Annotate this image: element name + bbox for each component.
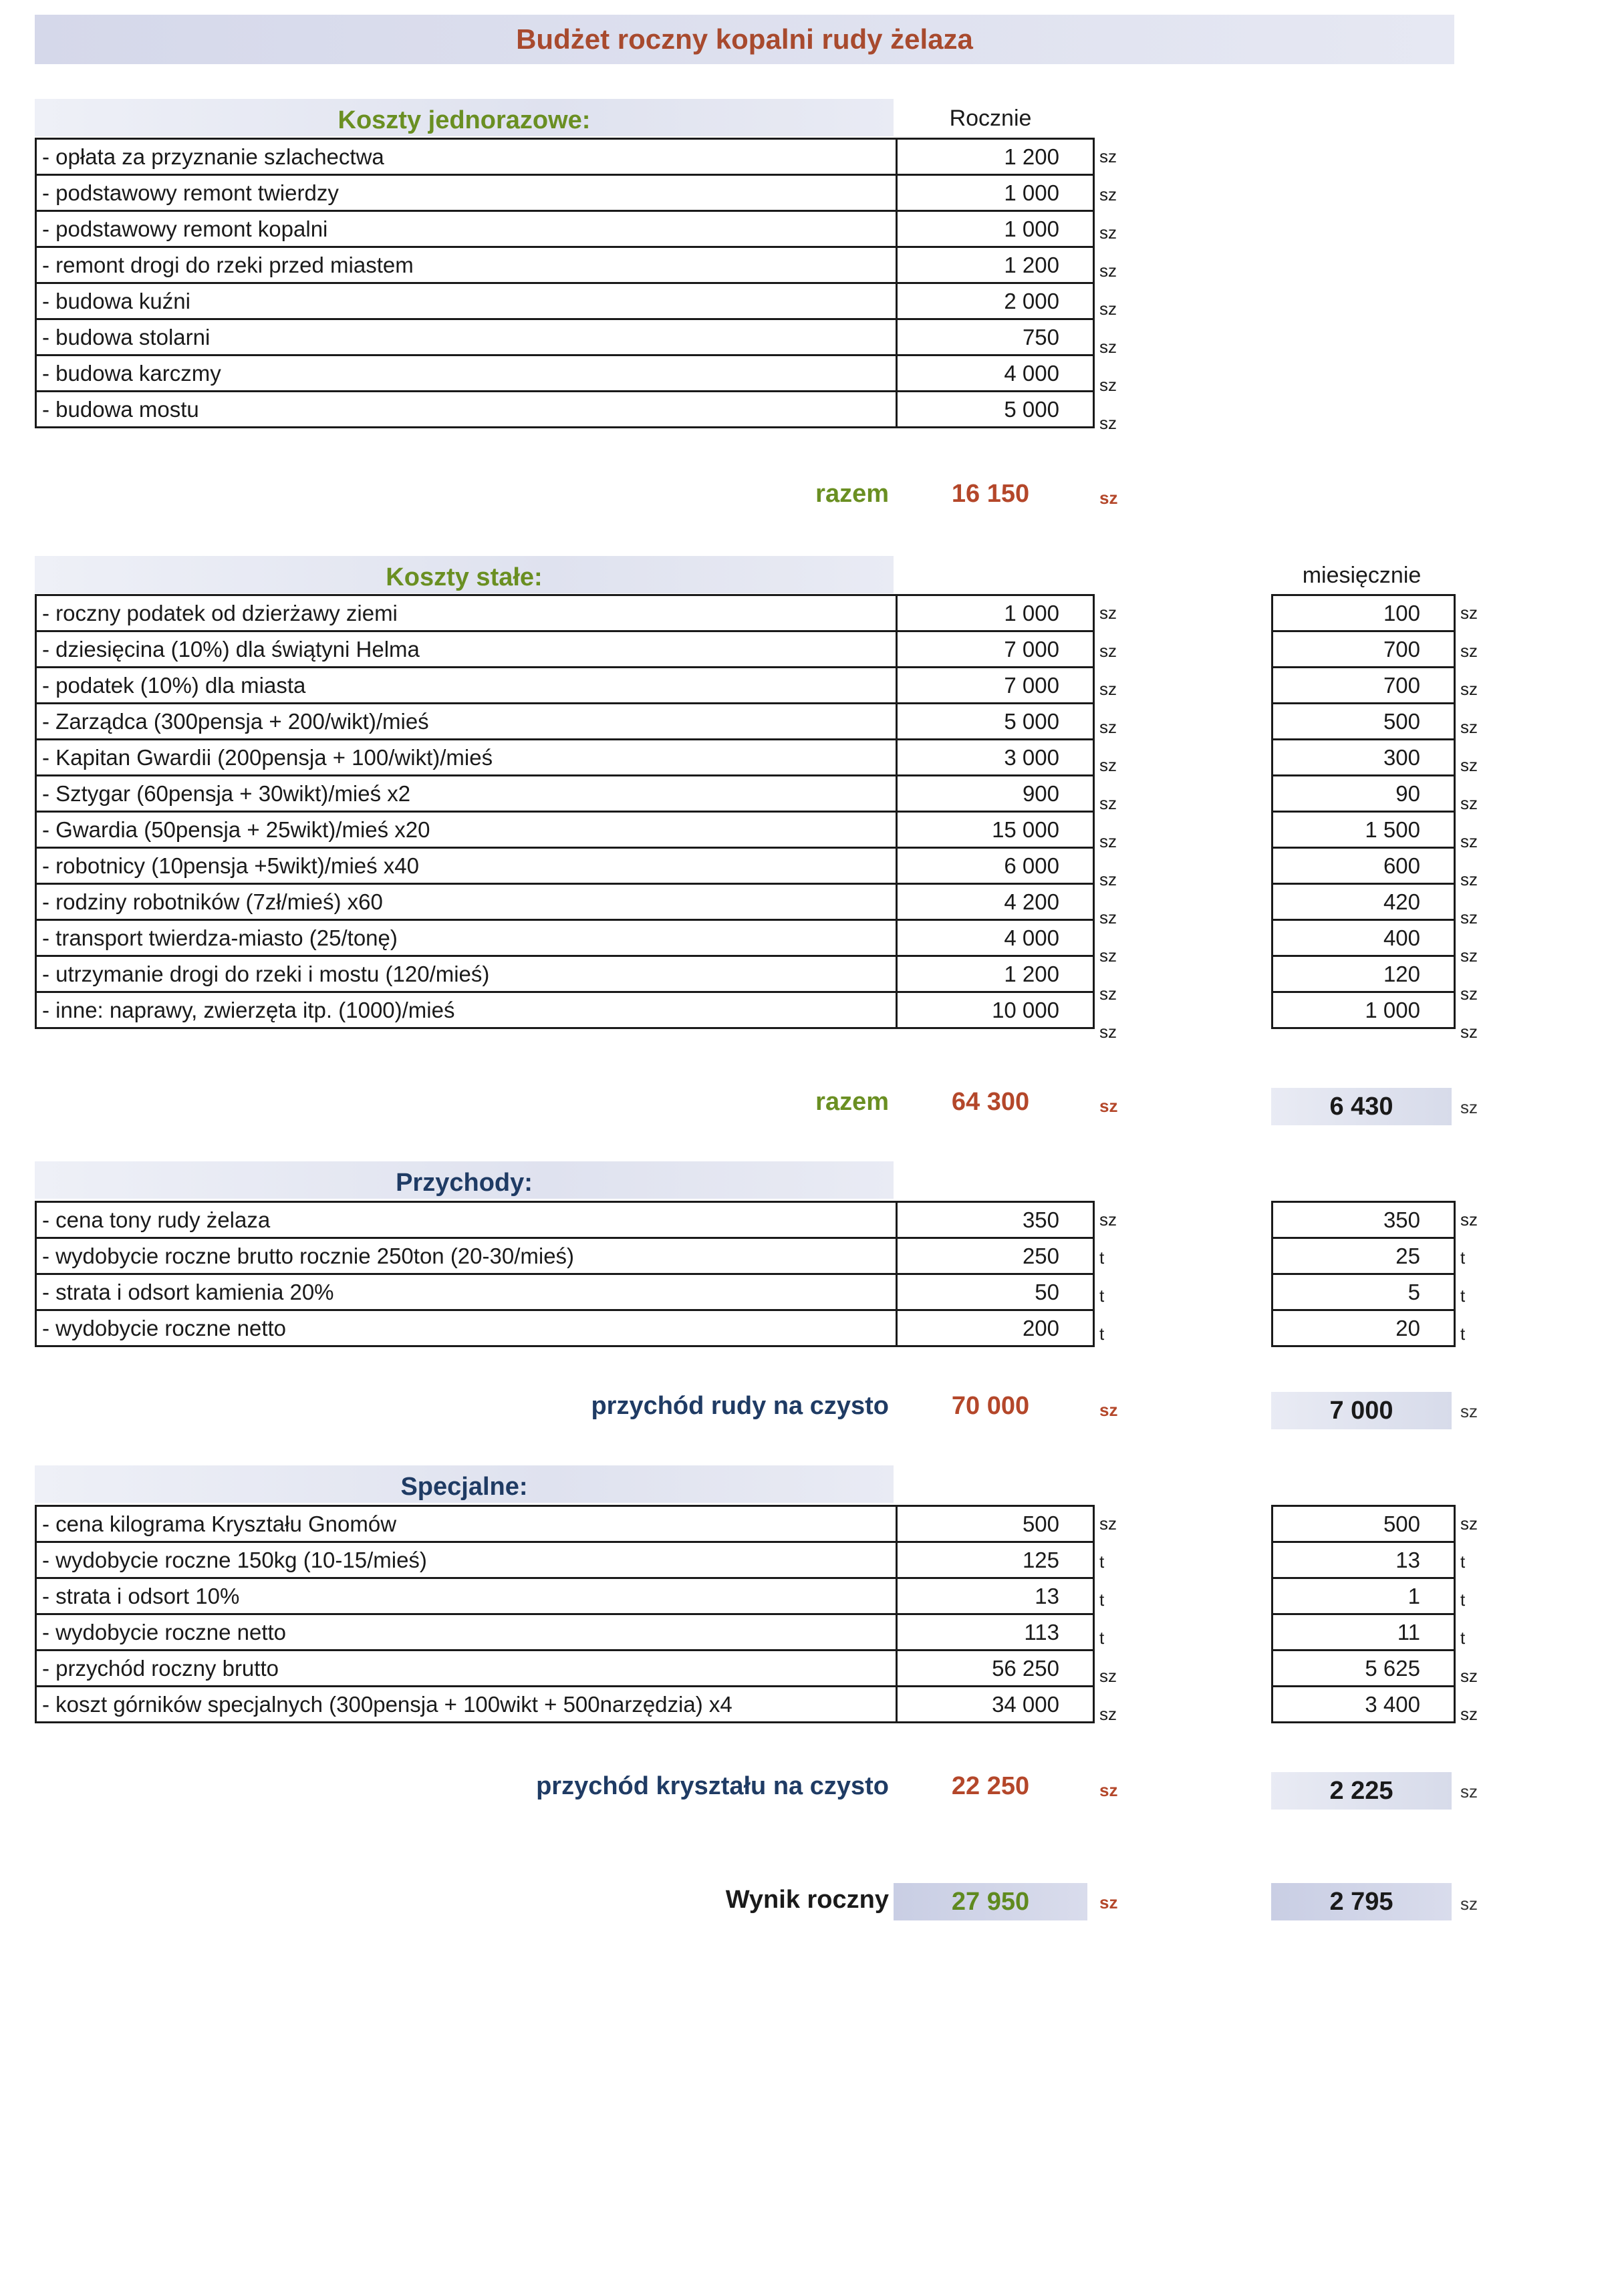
income-monthly-table [1271,1201,1456,1347]
table-row [1272,956,1455,992]
result-monthly-value: 2 795 [1271,1883,1452,1920]
row-label: - przychód roczny brutto [36,1651,897,1687]
table-row [36,631,1094,668]
special-monthly-table [1271,1505,1456,1723]
row-annual-value: 1 000 [897,211,1094,247]
row-annual-value: 56 250 [897,1651,1094,1687]
row-annual-unit: sz [1099,603,1117,623]
row-annual-unit: sz [1099,717,1117,737]
row-annual-value: 125 [897,1542,1094,1578]
income-table [35,1201,1095,1347]
row-annual-unit: sz [1099,907,1117,927]
one-time-costs-table [35,138,1095,428]
table-row [1272,1310,1455,1346]
special-total-unit: sz [1099,1780,1118,1800]
special-total-label: przychód kryształu na czysto [536,1772,889,1800]
row-annual-unit: sz [1099,831,1117,851]
row-annual-unit: t [1099,1552,1105,1572]
table-row [36,920,1094,956]
row-annual-unit: t [1099,1590,1105,1610]
row-monthly-unit: sz [1460,1666,1478,1686]
income-monthly-total: 7 000 [1271,1392,1452,1429]
row-label: - koszt górników specjalnych (300pensja + 100wikt + 500narzędzia) x4 [36,1687,897,1723]
row-annual-value: 6 000 [897,848,1094,884]
row-monthly-value: 20 [1272,1310,1455,1346]
row-label: - rodziny robotników (7zł/mieś) x60 [36,884,897,920]
row-annual-unit: sz [1099,184,1117,204]
row-annual-value: 1 000 [897,175,1094,211]
column-header-monthly: miesięcznie [1302,563,1422,588]
section-heading-one-time: Koszty jednorazowe: [35,99,894,136]
row-annual-value: 1 000 [897,595,1094,631]
table-row [1272,631,1455,668]
row-monthly-value: 120 [1272,956,1455,992]
fixed-total-value: 64 300 [951,1088,1030,1116]
table-row [36,848,1094,884]
table-row [1272,595,1455,631]
special-table [35,1505,1095,1723]
table-row [1272,1506,1455,1542]
row-monthly-value: 5 [1272,1274,1455,1310]
row-annual-unit: sz [1099,375,1117,395]
section-heading-special: Specjalne: [35,1465,894,1503]
row-annual-value: 113 [897,1614,1094,1651]
row-annual-value: 2 000 [897,283,1094,319]
table-row [36,175,1094,211]
row-annual-value: 50 [897,1274,1094,1310]
row-label: - wydobycie roczne brutto rocznie 250ton (20-30/mieś) [36,1238,897,1274]
table-row [1272,776,1455,812]
row-annual-unit: sz [1099,299,1117,319]
table-row [1272,704,1455,740]
column-header-annual: Rocznie [949,106,1032,131]
fixed-costs-table [35,594,1095,1029]
result-annual-value: 27 950 [894,1883,1087,1920]
row-monthly-value: 350 [1272,1202,1455,1238]
row-annual-value: 350 [897,1202,1094,1238]
table-row [36,1202,1094,1238]
row-annual-unit: sz [1099,679,1117,699]
row-annual-unit: sz [1099,946,1117,966]
table-row [1272,992,1455,1028]
row-label: - Gwardia (50pensja + 25wikt)/mieś x20 [36,812,897,848]
table-row [1272,848,1455,884]
income-total-label: przychód rudy na czysto [591,1392,889,1420]
row-monthly-unit: t [1460,1324,1466,1344]
section-heading-fixed: Koszty stałe: [35,556,894,593]
row-annual-value: 1 200 [897,139,1094,175]
row-annual-value: 1 200 [897,247,1094,283]
table-row [1272,1274,1455,1310]
row-annual-value: 750 [897,319,1094,355]
table-row [36,283,1094,319]
result-monthly-unit: sz [1460,1894,1478,1914]
table-row [36,1687,1094,1723]
table-row [36,355,1094,392]
row-annual-value: 500 [897,1506,1094,1542]
row-monthly-unit: t [1460,1628,1466,1648]
row-annual-value: 4 200 [897,884,1094,920]
special-monthly-total: 2 225 [1271,1772,1452,1810]
table-row [36,776,1094,812]
row-monthly-value: 300 [1272,740,1455,776]
row-monthly-unit: sz [1460,946,1478,966]
table-row [1272,1542,1455,1578]
row-monthly-unit: sz [1460,1514,1478,1534]
income-monthly-total-unit: sz [1460,1401,1478,1421]
row-monthly-unit: t [1460,1286,1466,1306]
table-row [36,1274,1094,1310]
row-monthly-unit: sz [1460,755,1478,775]
one-time-total-value: 16 150 [951,480,1030,508]
row-monthly-value: 600 [1272,848,1455,884]
row-annual-value: 3 000 [897,740,1094,776]
row-annual-unit: sz [1099,223,1117,243]
row-monthly-unit: sz [1460,831,1478,851]
row-annual-value: 5 000 [897,704,1094,740]
row-annual-value: 34 000 [897,1687,1094,1723]
row-annual-unit: sz [1099,1666,1117,1686]
result-label: Wynik roczny [725,1886,889,1914]
row-label: - utrzymanie drogi do rzeki i mostu (120/mieś) [36,956,897,992]
row-monthly-value: 500 [1272,704,1455,740]
row-monthly-value: 400 [1272,920,1455,956]
row-monthly-value: 90 [1272,776,1455,812]
table-row [36,1310,1094,1346]
row-monthly-value: 700 [1272,668,1455,704]
row-monthly-unit: sz [1460,984,1478,1004]
one-time-total-unit: sz [1099,488,1118,508]
row-annual-value: 13 [897,1578,1094,1614]
table-row [36,1578,1094,1614]
row-annual-value: 900 [897,776,1094,812]
table-row [36,319,1094,355]
row-monthly-unit: sz [1460,1209,1478,1230]
row-monthly-unit: sz [1460,603,1478,623]
row-annual-value: 15 000 [897,812,1094,848]
row-annual-unit: sz [1099,1209,1117,1230]
income-total-unit: sz [1099,1400,1118,1420]
table-row [36,668,1094,704]
row-label: - Kapitan Gwardii (200pensja + 100/wikt)/mieś [36,740,897,776]
row-monthly-value: 11 [1272,1614,1455,1651]
row-monthly-value: 1 000 [1272,992,1455,1028]
row-label: - wydobycie roczne 150kg (10-15/mieś) [36,1542,897,1578]
one-time-total-label: razem [815,480,889,508]
row-label: - podatek (10%) dla miasta [36,668,897,704]
table-row [36,392,1094,428]
page-title: Budżet roczny kopalni rudy żelaza [35,15,1454,64]
table-row [36,956,1094,992]
row-label: - robotnicy (10pensja +5wikt)/mieś x40 [36,848,897,884]
row-monthly-value: 1 [1272,1578,1455,1614]
row-monthly-unit: t [1460,1248,1466,1268]
income-total-value: 70 000 [951,1392,1030,1420]
table-row [36,1506,1094,1542]
row-label: - podstawowy remont kopalni [36,211,897,247]
row-annual-unit: sz [1099,984,1117,1004]
row-monthly-value: 13 [1272,1542,1455,1578]
row-monthly-unit: sz [1460,641,1478,661]
row-monthly-value: 1 500 [1272,812,1455,848]
row-monthly-unit: sz [1460,1022,1478,1042]
table-row [36,704,1094,740]
row-monthly-unit: sz [1460,793,1478,813]
row-label: - inne: naprawy, zwierzęta itp. (1000)/mieś [36,992,897,1028]
table-row [36,1542,1094,1578]
table-row [36,740,1094,776]
row-label: - budowa mostu [36,392,897,428]
table-row [1272,1578,1455,1614]
row-label: - roczny podatek od dzierżawy ziemi [36,595,897,631]
row-annual-value: 10 000 [897,992,1094,1028]
row-label: - remont drogi do rzeki przed miastem [36,247,897,283]
row-label: - budowa kuźni [36,283,897,319]
table-row [1272,1202,1455,1238]
table-row [36,247,1094,283]
row-monthly-value: 5 625 [1272,1651,1455,1687]
row-annual-value: 200 [897,1310,1094,1346]
row-label: - budowa stolarni [36,319,897,355]
row-annual-unit: t [1099,1248,1105,1268]
fixed-total-label: razem [815,1088,889,1116]
table-row [36,211,1094,247]
table-row [1272,920,1455,956]
row-annual-unit: sz [1099,146,1117,166]
row-label: - cena tony rudy żelaza [36,1202,897,1238]
row-label: - wydobycie roczne netto [36,1310,897,1346]
row-annual-value: 250 [897,1238,1094,1274]
table-row [1272,1614,1455,1651]
row-monthly-value: 100 [1272,595,1455,631]
row-label: - cena kilograma Kryształu Gnomów [36,1506,897,1542]
row-label: - strata i odsort kamienia 20% [36,1274,897,1310]
table-row [1272,884,1455,920]
row-monthly-unit: t [1460,1590,1466,1610]
row-annual-unit: sz [1099,869,1117,889]
row-monthly-unit: sz [1460,717,1478,737]
table-row [36,1614,1094,1651]
table-row [36,1651,1094,1687]
row-label: - dziesięcina (10%) dla świątyni Helma [36,631,897,668]
table-row [36,884,1094,920]
table-row [1272,812,1455,848]
row-monthly-value: 25 [1272,1238,1455,1274]
row-annual-value: 4 000 [897,920,1094,956]
row-label: - opłata za przyznanie szlachectwa [36,139,897,175]
row-monthly-value: 3 400 [1272,1687,1455,1723]
table-row [36,595,1094,631]
row-monthly-value: 500 [1272,1506,1455,1542]
row-monthly-value: 420 [1272,884,1455,920]
row-monthly-value: 700 [1272,631,1455,668]
table-row [36,812,1094,848]
result-annual-unit: sz [1099,1892,1118,1912]
row-annual-unit: sz [1099,1704,1117,1724]
table-row [1272,668,1455,704]
special-monthly-total-unit: sz [1460,1781,1478,1802]
table-row [1272,1238,1455,1274]
row-annual-unit: sz [1099,413,1117,433]
row-label: - budowa karczmy [36,355,897,392]
row-monthly-unit: sz [1460,907,1478,927]
row-annual-value: 5 000 [897,392,1094,428]
row-annual-unit: sz [1099,337,1117,357]
row-monthly-unit: sz [1460,869,1478,889]
table-row [36,992,1094,1028]
row-label: - strata i odsort 10% [36,1578,897,1614]
row-annual-value: 1 200 [897,956,1094,992]
table-row [1272,740,1455,776]
row-annual-unit: t [1099,1628,1105,1648]
row-annual-unit: sz [1099,1022,1117,1042]
row-label: - wydobycie roczne netto [36,1614,897,1651]
row-label: - transport twierdza-miasto (25/tonę) [36,920,897,956]
row-annual-unit: sz [1099,1514,1117,1534]
fixed-monthly-total-unit: sz [1460,1097,1478,1117]
section-heading-income: Przychody: [35,1161,894,1199]
row-monthly-unit: sz [1460,1704,1478,1724]
special-total-value: 22 250 [951,1772,1030,1800]
row-annual-unit: sz [1099,755,1117,775]
row-annual-unit: sz [1099,261,1117,281]
row-annual-value: 7 000 [897,631,1094,668]
table-row [1272,1651,1455,1687]
row-label: - podstawowy remont twierdzy [36,175,897,211]
fixed-monthly-total: 6 430 [1271,1088,1452,1125]
row-annual-unit: sz [1099,641,1117,661]
row-label: - Sztygar (60pensja + 30wikt)/mieś x2 [36,776,897,812]
row-annual-unit: sz [1099,793,1117,813]
table-row [1272,1687,1455,1723]
table-row [36,139,1094,175]
row-annual-value: 7 000 [897,668,1094,704]
row-label: - Zarządca (300pensja + 200/wikt)/mieś [36,704,897,740]
fixed-total-unit: sz [1099,1096,1118,1116]
row-monthly-unit: sz [1460,679,1478,699]
row-annual-value: 4 000 [897,355,1094,392]
table-row [36,1238,1094,1274]
row-monthly-unit: t [1460,1552,1466,1572]
row-annual-unit: t [1099,1286,1105,1306]
row-annual-unit: t [1099,1324,1105,1344]
fixed-costs-monthly-table [1271,594,1456,1029]
